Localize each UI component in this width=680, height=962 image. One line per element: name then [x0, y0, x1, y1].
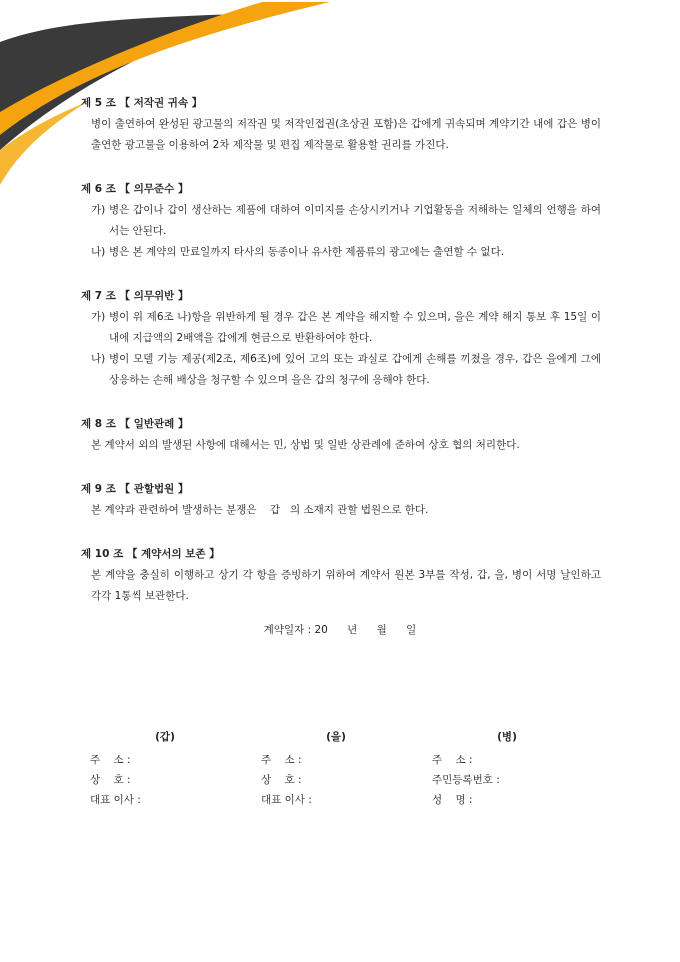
contract-date-label: 계약일자 : 20 — [263, 624, 328, 636]
party-field: 주 소 : — [90, 754, 131, 766]
article-title: 제 8 조 【 일반관례 】 — [81, 418, 189, 430]
article-title: 제 7 조 【 의무위반 】 — [81, 290, 189, 302]
party-byeong-signature — [432, 728, 632, 810]
article-7 — [81, 287, 601, 391]
item-text: 병이 위 제6조 나)항을 위반하게 될 경우 갑은 본 계약을 해지할 수 있으며, 을은 계약 해지 통보 후 15일 이내에 지급액의 2배액을 갑에게 현금으로 반환하여야 한다. — [109, 311, 601, 344]
article-paragraph: 본 계약과 관련하여 발생하는 분쟁은 갑 의 소재지 관할 법원으로 한다. — [91, 504, 429, 516]
contract-date-year: 년 — [347, 624, 358, 636]
article-paragraph: 병이 출연하여 완성된 광고물의 저작권 및 저작인접권(초상권 포함)은 갑에게 귀속되며 계약기간 내에 갑은 병이 출연한 광고물을 이용하여 2차 제작물 및 편집 제작물로 활용할 권리를 가진다. — [91, 118, 601, 151]
item-label: 나) — [91, 353, 106, 365]
article-title: 제 6 조 【 의무준수 】 — [81, 183, 189, 195]
contract-date-line — [0, 622, 680, 637]
item-text: 병은 갑이나 갑이 생산하는 제품에 대하여 이미지를 손상시키거나 기업활동을 저해하는 일체의 언행을 하여서는 안된다. — [109, 204, 601, 237]
item-label: 가) — [91, 311, 106, 323]
party-field: 성 명 : — [432, 794, 473, 806]
article-title: 제 9 조 【 관할법원 】 — [81, 483, 189, 495]
item-text: 병이 모델 기능 제공(제2조, 제6조)에 있어 고의 또는 과실로 갑에게 손해를 끼쳤을 경우, 갑은 을에게 그에 상응하는 손해 배상을 청구할 수 있으며 을은 갑의 청구에 응해야 한다. — [109, 353, 601, 386]
article-paragraph: 본 계약을 충실히 이행하고 상기 각 항을 증빙하기 위하여 계약서 원본 3부를 작성, 갑, 을, 병이 서명 날인하고 각각 1통씩 보관한다. — [91, 569, 601, 602]
article-title: 제 10 조 【 계약서의 보존 】 — [81, 548, 220, 560]
contract-articles — [81, 94, 601, 631]
party-heading: (병) — [497, 731, 517, 743]
article-8 — [81, 415, 601, 456]
party-field: 대표 이사 : — [261, 794, 312, 806]
party-field: 주 소 : — [261, 754, 302, 766]
item-text: 병은 본 계약의 만료일까지 타사의 동종이나 유사한 제품류의 광고에는 출연할 수 없다. — [109, 246, 505, 258]
article-9 — [81, 480, 601, 521]
contract-date-month: 월 — [376, 624, 387, 636]
article-5 — [81, 94, 601, 156]
article-10 — [81, 545, 601, 607]
party-field: 대표 이사 : — [90, 794, 141, 806]
article-title: 제 5 조 【 저작권 귀속 】 — [81, 97, 203, 109]
party-field: 주민등록번호 : — [432, 774, 500, 786]
party-heading: (을) — [326, 731, 346, 743]
article-item — [81, 349, 601, 391]
party-heading: (갑) — [155, 731, 175, 743]
party-gap-signature — [90, 728, 290, 810]
contract-date-day: 일 — [406, 624, 417, 636]
article-item — [81, 242, 601, 263]
party-field: 상 호 : — [90, 774, 131, 786]
article-item — [81, 307, 601, 349]
article-paragraph: 본 계약서 외의 발생된 사항에 대해서는 민, 상법 및 일반 상관례에 준하여 상호 협의 처리한다. — [91, 439, 520, 451]
party-eul-signature — [261, 728, 461, 810]
party-field: 상 호 : — [261, 774, 302, 786]
party-field: 주 소 : — [432, 754, 473, 766]
item-label: 나) — [91, 246, 106, 258]
item-label: 가) — [91, 204, 106, 216]
article-6 — [81, 180, 601, 263]
article-item — [81, 200, 601, 242]
